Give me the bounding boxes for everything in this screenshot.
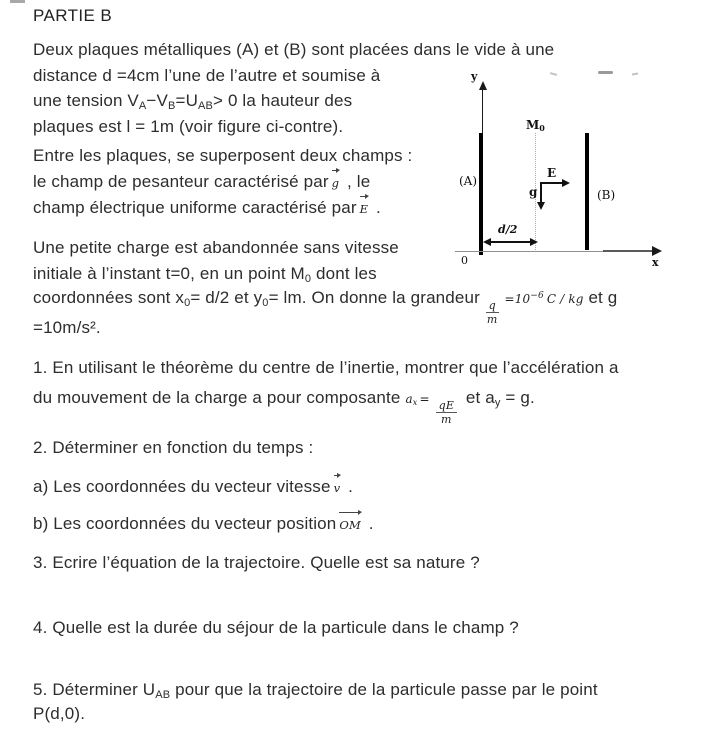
e-vector-label: E (547, 166, 557, 180)
half-d-label: d/2 (498, 223, 518, 236)
question-1-line-1: 1. En utilisant le théorème du centre de l’inertie, montrer que l’accélération a (33, 358, 619, 377)
subscript-text: 0 (184, 297, 191, 309)
charge-line-1: Une petite charge est abandonnée sans vitesse (33, 238, 399, 257)
fraction-denominator: m (486, 313, 498, 327)
vector-e-symbol (360, 198, 369, 218)
text-segment: = lm. On donne la grandeur (268, 288, 480, 307)
text-segment: du mouvement de la charge a pour composante (33, 388, 401, 407)
question-2b (33, 514, 374, 534)
vector-om-symbol (339, 514, 361, 534)
vector-v-symbol (334, 477, 341, 497)
text-segment: , le (342, 172, 371, 191)
subscript-text: AB (198, 100, 213, 112)
subscript-text: y (494, 397, 501, 409)
text-segment: . (363, 514, 374, 533)
plate-b (585, 133, 589, 250)
text-segment: et a (461, 388, 495, 407)
y-axis-arrowhead (479, 81, 487, 90)
vector-g-symbol (332, 172, 340, 192)
fraction-numerator: q (486, 299, 499, 313)
question-5-line-2: P(d,0). (33, 704, 86, 723)
text-segment: dont les (311, 264, 377, 283)
math-subscript: x (412, 398, 418, 407)
question-2a (33, 477, 353, 497)
text-segment: = g. (500, 388, 535, 407)
question-4: 4. Quelle est la durée du séjour de la particule dans le champ ? (33, 618, 519, 637)
fields-line-2 (33, 172, 370, 192)
text-segment: . (371, 198, 381, 217)
text-segment: et g (583, 288, 618, 307)
plate-b-label: (B) (597, 188, 616, 202)
subscript-text: 0 (539, 123, 545, 133)
text-segment: une tension V (33, 91, 139, 110)
text-segment: pour que la trajectoire de la particule passe par le point (170, 680, 598, 699)
vector-arrow-icon (334, 473, 342, 478)
math-text: a (405, 392, 413, 406)
x-axis-dark-segment (603, 250, 653, 252)
question-1-line-2 (33, 388, 535, 428)
e-vector-line (540, 182, 564, 184)
text-segment: le champ de pesanteur caractérisé par (33, 172, 329, 191)
question-3: 3. Ecrire l’équation de la trajectoire. Quelle est sa nature ? (33, 553, 480, 572)
question-2: 2. Déterminer en fonction du temps : (33, 438, 314, 457)
math-exponent: −6 (530, 291, 544, 301)
fraction-numerator: qE (436, 399, 457, 413)
plates-figure (455, 70, 673, 278)
m0-label: M0 (526, 118, 545, 133)
q-over-m-fraction (484, 299, 501, 326)
vector-letter: OM (339, 518, 361, 532)
plate-a (479, 133, 483, 255)
intro-line-1: Deux plaques métalliques (A) et (B) sont placées dans le vide à une (33, 40, 555, 59)
intro-line-4: plaques est l = 1m (voir figure ci-contre). (33, 117, 344, 136)
text-segment: coordonnées sont x (33, 288, 185, 307)
g-vector-line (540, 182, 542, 204)
math-text: =10 (504, 292, 531, 306)
subscript-text: B (168, 100, 176, 112)
text-segment: > 0 la hauteur des (213, 91, 353, 110)
qe-over-m-fraction (436, 399, 457, 426)
fields-line-3 (33, 198, 381, 218)
e-vector-arrowhead (562, 179, 570, 187)
x-axis-label: x (652, 256, 659, 269)
vector-arrow-icon (360, 194, 370, 199)
fields-line-1: Entre les plaques, se superposent deux champs : (33, 146, 413, 165)
vector-arrow-icon (339, 510, 362, 515)
math-text: = (419, 392, 430, 406)
question-5-line-1 (33, 680, 598, 701)
fraction-denominator: m (441, 413, 452, 427)
y-axis-label: y (471, 70, 478, 83)
half-d-arrow-line (489, 241, 532, 243)
text-segment: −V (146, 91, 168, 110)
text-segment: b) Les coordonnées du vecteur position (33, 514, 337, 533)
subscript-text: AB (155, 689, 171, 701)
charge-line-4: =10m/s². (33, 318, 101, 337)
text-segment: = d/2 et y (190, 288, 263, 307)
text-segment: . (343, 477, 353, 496)
vector-letter: E (359, 202, 369, 216)
vector-letter: v (333, 481, 341, 495)
text-segment: champ électrique uniforme caractérisé par (33, 198, 357, 217)
math-text: C / kg (546, 292, 584, 306)
scan-artifact (10, 0, 25, 3)
intro-line-3 (33, 91, 352, 112)
x-axis-arrowhead (652, 246, 662, 256)
page-title: PARTIE B (33, 6, 113, 25)
text-segment: =U (175, 91, 199, 110)
g-vector-arrowhead (537, 202, 545, 210)
origin-label: 0 (461, 254, 468, 267)
plate-a-label: (A) (459, 174, 478, 188)
half-d-arrowhead-right (530, 238, 538, 246)
subscript-text: 0 (304, 273, 312, 285)
text-segment: 5. Déterminer U (33, 680, 156, 699)
text-segment: a) Les coordonnées du vecteur vitesse (33, 477, 331, 496)
subscript-text: 0 (262, 297, 269, 309)
charge-line-3 (33, 288, 617, 328)
charge-line-2 (33, 264, 377, 285)
intro-line-2: distance d =4cm l’une de l’autre et soumise à (33, 66, 381, 85)
g-vector-label: g (529, 185, 538, 199)
text-segment: initiale à l’instant t=0, en un point M (33, 264, 305, 283)
vector-letter: g (331, 176, 340, 190)
vector-arrow-icon (332, 168, 341, 173)
subscript-text: A (138, 100, 147, 112)
